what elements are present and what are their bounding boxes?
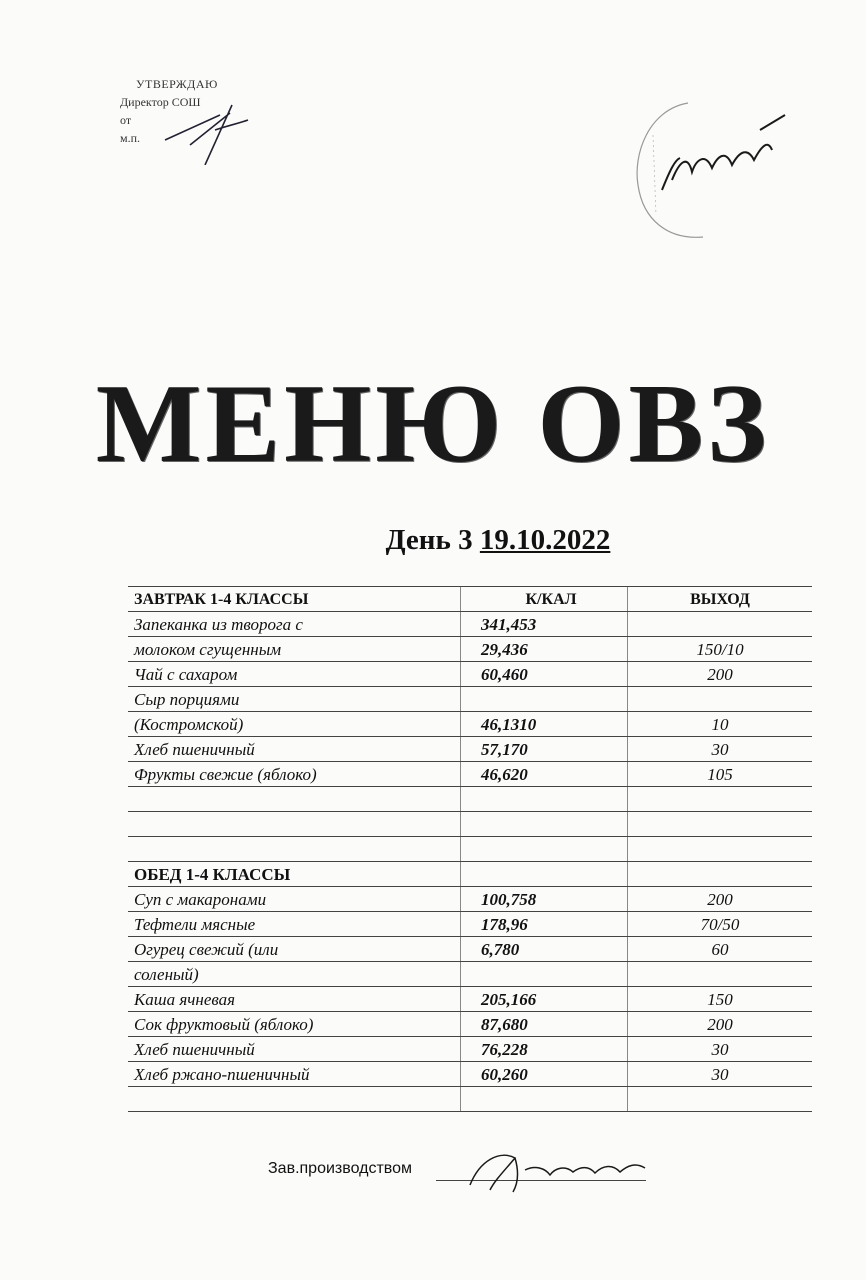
table-row (128, 762, 812, 787)
dish-cell: Сок фруктовый (яблоко) (128, 1012, 461, 1037)
dish-cell: Запеканка из творога с (128, 612, 461, 637)
output-cell (628, 837, 813, 862)
output-cell: 200 (628, 1012, 813, 1037)
table-row (128, 937, 812, 962)
output-cell: 200 (628, 662, 813, 687)
output-cell (628, 1087, 813, 1112)
kcal-cell: 29,436 (461, 637, 628, 662)
section-label: ОБЕД 1-4 КЛАССЫ (128, 862, 461, 887)
kcal-cell: 60,260 (461, 1062, 628, 1087)
dish-cell: Хлеб ржано-пшеничный (128, 1062, 461, 1087)
day-label: День 3 (385, 524, 473, 556)
kcal-cell: 6,780 (461, 937, 628, 962)
table-row (128, 987, 812, 1012)
table-row (128, 1037, 812, 1062)
dish-cell: Чай с сахаром (128, 662, 461, 687)
dish-cell (128, 837, 461, 862)
kcal-cell: 87,680 (461, 1012, 628, 1037)
table-row (128, 1012, 812, 1037)
header-meal: ЗАВТРАК 1-4 КЛАССЫ (128, 587, 461, 612)
output-cell: 30 (628, 1062, 813, 1087)
kcal-cell (461, 787, 628, 812)
director-signature (160, 95, 250, 165)
table-row (128, 612, 812, 637)
dish-cell: Хлеб пшеничный (128, 737, 461, 762)
dish-cell: Фрукты свежие (яблоко) (128, 762, 461, 787)
kcal-cell (461, 812, 628, 837)
kcal-cell (461, 837, 628, 862)
production-head-signature (455, 1140, 655, 1200)
kcal-cell: 100,758 (461, 887, 628, 912)
table-row (128, 1062, 812, 1087)
table-row (128, 837, 812, 862)
day-heading (0, 524, 866, 557)
output-cell (628, 962, 813, 987)
kcal-cell: 205,166 (461, 987, 628, 1012)
approve-word: УТВЕРЖДАЮ (136, 77, 218, 91)
dish-cell: Каша ячневая (128, 987, 461, 1012)
output-cell (628, 612, 813, 637)
table-row (128, 787, 812, 812)
dish-cell: соленый) (128, 962, 461, 987)
output-cell (628, 862, 813, 887)
dish-cell (128, 787, 461, 812)
header-output: ВЫХОД (628, 587, 813, 612)
kcal-cell: 46,1310 (461, 712, 628, 737)
stamp-signature (650, 110, 790, 200)
table-row (128, 712, 812, 737)
dish-cell: молоком сгущенным (128, 637, 461, 662)
dish-cell: Суп с макаронами (128, 887, 461, 912)
footer-label: Зав.производством (268, 1160, 412, 1177)
dish-cell (128, 812, 461, 837)
director-label: Директор СОШ (120, 95, 201, 109)
table-row (128, 887, 812, 912)
kcal-cell: 341,453 (461, 612, 628, 637)
dish-cell: (Костромской) (128, 712, 461, 737)
approval-block (120, 75, 218, 147)
footer-signature-block (268, 1160, 412, 1178)
dish-cell (128, 1087, 461, 1112)
menu-table (128, 586, 812, 1112)
output-cell: 10 (628, 712, 813, 737)
day-date: 19.10.2022 (479, 524, 611, 556)
output-cell: 30 (628, 737, 813, 762)
table-row (128, 662, 812, 687)
table-row (128, 687, 812, 712)
table-header-row (128, 587, 812, 612)
kcal-cell (461, 1087, 628, 1112)
output-cell: 60 (628, 937, 813, 962)
output-cell (628, 812, 813, 837)
output-cell: 150/10 (628, 637, 813, 662)
dish-cell: Хлеб пшеничный (128, 1037, 461, 1062)
kcal-cell: 60,460 (461, 662, 628, 687)
kcal-cell (461, 862, 628, 887)
table-row (128, 912, 812, 937)
section-row-lunch (128, 862, 812, 887)
table-row (128, 1087, 812, 1112)
dish-cell: Сыр порциями (128, 687, 461, 712)
kcal-cell: 57,170 (461, 737, 628, 762)
page-title: МЕНЮ ОВЗ (95, 362, 771, 486)
output-cell: 30 (628, 1037, 813, 1062)
output-cell: 200 (628, 887, 813, 912)
kcal-cell: 178,96 (461, 912, 628, 937)
mp-label: м.п. (120, 131, 141, 145)
output-cell: 70/50 (628, 912, 813, 937)
table-row (128, 962, 812, 987)
output-cell (628, 787, 813, 812)
output-cell: 150 (628, 987, 813, 1012)
output-cell: 105 (628, 762, 813, 787)
table-row (128, 812, 812, 837)
kcal-cell: 76,228 (461, 1037, 628, 1062)
table-row (128, 737, 812, 762)
kcal-cell (461, 962, 628, 987)
header-kcal: К/КАЛ (461, 587, 628, 612)
kcal-cell (461, 687, 628, 712)
from-label: от (120, 113, 132, 127)
dish-cell: Тефтели мясные (128, 912, 461, 937)
table-row (128, 637, 812, 662)
output-cell (628, 687, 813, 712)
dish-cell: Огурец свежий (или (128, 937, 461, 962)
kcal-cell: 46,620 (461, 762, 628, 787)
